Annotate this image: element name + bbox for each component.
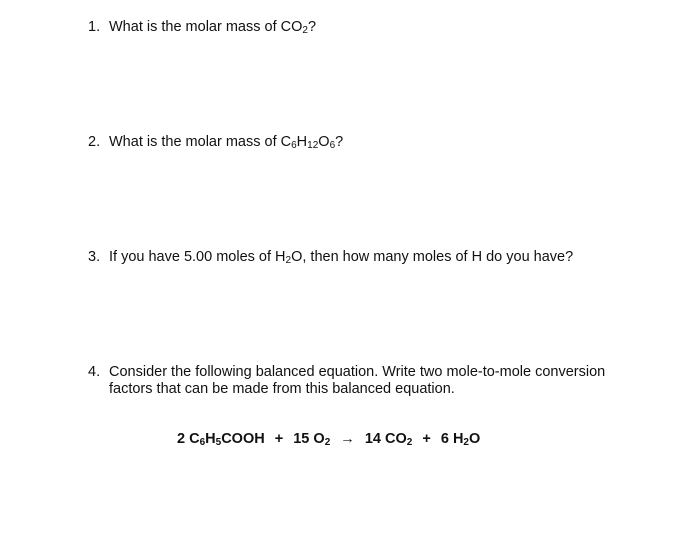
question-text: What is the molar mass of $C_6H_{12}O_6$? — [109, 134, 344, 151]
question-text: What is the molar mass of $CO_2$? — [109, 19, 317, 36]
reactant-2: 15 $O_2$ — [293, 431, 331, 448]
product-1: 14 $CO_2$ — [364, 431, 413, 448]
cut-off-top-line — [80, 0, 700, 2]
question-number: 2. — [88, 134, 101, 150]
question-text: If you have 5.00 moles of $H_2O$, then how many moles of H do you have? — [109, 249, 574, 266]
reaction-arrow: → — [340, 431, 355, 447]
plus-sign: + — [422, 431, 431, 447]
question-4 — [88, 364, 608, 398]
question-2 — [88, 134, 668, 151]
balanced-equation — [177, 431, 480, 447]
question-number: 3. — [88, 249, 101, 265]
question-1 — [88, 19, 668, 36]
question-3 — [88, 249, 668, 266]
question-number: 4. — [88, 364, 101, 380]
question-number: 1. — [88, 19, 101, 35]
reactant-1: 2 $C_6H_5COOH$ — [177, 431, 265, 448]
product-2: 6 $H_2O$ — [440, 431, 481, 448]
plus-sign: + — [274, 431, 284, 447]
question-text: Consider the following balanced equation. Write two mole-to-mole conversion factors that can be made from this balanced equation. — [109, 364, 606, 397]
